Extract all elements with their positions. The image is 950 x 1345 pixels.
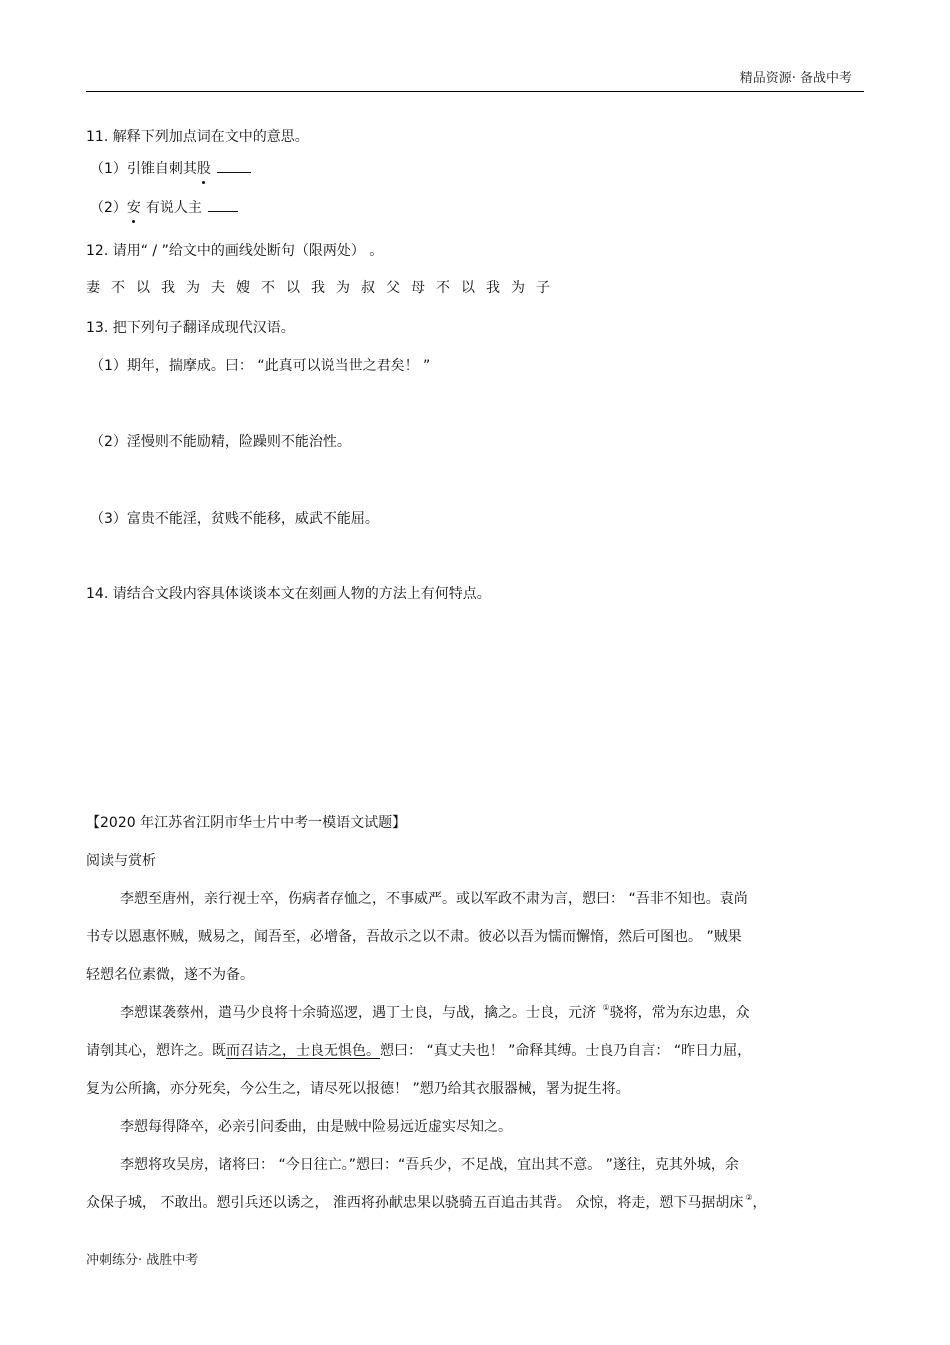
section-subtitle: 阅读与赏析 [86, 853, 156, 869]
passage-line [86, 1192, 767, 1212]
question-14-title: 14. 请结合文段内容具体谈谈本文在刻画人物的方法上有何特点。 [86, 586, 491, 602]
question-11-item-2 [90, 197, 238, 217]
item-text: （2） [90, 200, 127, 216]
item-text: 有说人主 [145, 200, 202, 216]
page-header: 精品资源· 备战中考 [739, 71, 852, 86]
question-11-item-1 [90, 158, 251, 178]
passage-line: 李愬每得降卒，必亲引问委曲，由是贼中险易远近虚实尽知之。 [120, 1119, 512, 1135]
passage-line: 李愬至唐州，亲行视士卒，伤病者存恤之，不事威严。或以军政不肃为言，愬曰： “吾非不知也。袁尚 [120, 891, 748, 907]
answer-blank[interactable] [217, 160, 251, 173]
passage-text: ， [752, 1195, 767, 1211]
header-divider [86, 91, 864, 92]
passage-text: 愬曰： “真丈夫也！ ”命释其缚。士良乃自言： “昨日力屈， [380, 1043, 752, 1059]
passage-text: 请刳其心，愬许之。既 [86, 1043, 226, 1059]
footnote-marker: ① [602, 1003, 610, 1012]
passage-text: 李愬谋袭蔡州，遣马少良将十余骑巡逻，遇丁士良，与战，擒之。士良，元济 [120, 1005, 601, 1021]
question-13-item-3: （3）富贵不能淫，贫贱不能移，威武不能屈。 [90, 511, 379, 527]
underlined-sentence: 而召诘之，士良无惧色。 [226, 1043, 380, 1059]
passage-text: 众保子城， 不敢出。愬引兵还以诱之， 淮西将孙献忠果以骁骑五百追击其背。 众惊，将走，愬下马据胡床 [86, 1195, 744, 1211]
passage-line [86, 1040, 751, 1060]
passage-line: 书专以恩惠怀贼，贼易之，闻吾至，必增备，吾故示之以不肃。彼必以吾为懦而懈惰，然后可图也。 ”贼果 [86, 929, 742, 945]
question-13-item-1: （1）期年，揣摩成。曰： “此真可以说当世之君矣！ ” [90, 358, 431, 374]
question-12-title: 12. 请用“ / ”给文中的画线处断句（限两处） 。 [86, 243, 384, 259]
question-11-title: 11. 解释下列加点词在文中的意思。 [86, 129, 309, 145]
question-13-title: 13. 把下列句子翻译成现代汉语。 [86, 320, 295, 336]
question-13-item-2: （2）淫慢则不能励精，险躁则不能治性。 [90, 434, 351, 450]
passage-line [120, 1002, 750, 1022]
item-text: （1）引锥自刺其 [90, 161, 197, 177]
question-12-sentence: 妻不以我为夫嫂不以我为叔父母不以我为子 [86, 280, 561, 296]
answer-blank[interactable] [208, 199, 238, 212]
section-source: 【2020 年江苏省江阴市华士片中考一模语文试题】 [86, 815, 407, 831]
dotted-word: 股 [197, 158, 211, 178]
dotted-word: 安 [127, 197, 141, 217]
passage-text: 骁将，常为东边患，众 [609, 1005, 750, 1021]
passage-line: 轻愬名位素微，遂不为备。 [86, 967, 254, 983]
passage-line: 李愬将攻吴房，诸将曰： “今日往亡。”愬曰：“吾兵少，不足战，宜出其不意。 ”遂往，克其外城，余 [120, 1157, 739, 1173]
footnote-marker: ② [745, 1193, 753, 1202]
passage-line: 复为公所擒，亦分死矣，今公生之，请尽死以报德！ ”愬乃给其衣服器械，署为捉生将。 [86, 1081, 630, 1097]
page-footer: 冲刺练分· 战胜中考 [86, 1253, 199, 1268]
